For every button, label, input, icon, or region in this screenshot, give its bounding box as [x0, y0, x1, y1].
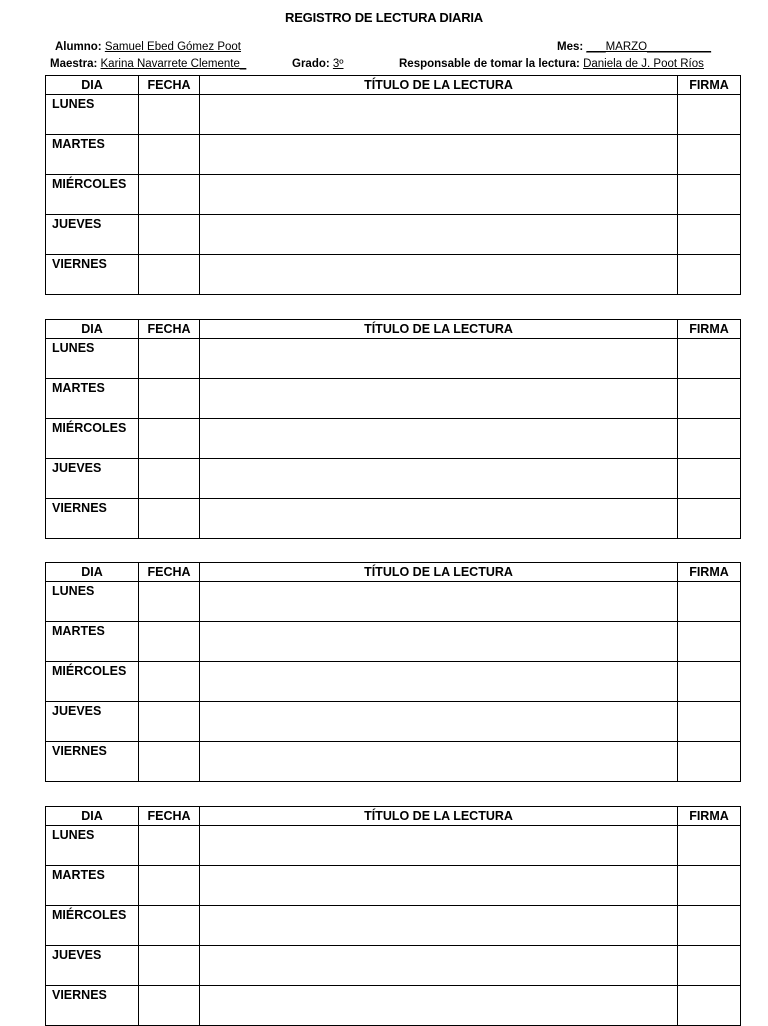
title-cell[interactable]: [200, 215, 678, 255]
title-cell[interactable]: [200, 175, 678, 215]
table-row: [46, 662, 741, 702]
reading-log-table-4: [45, 806, 741, 1026]
teacher-field: [50, 58, 246, 70]
day-cell: MARTES: [46, 135, 139, 175]
teacher-label: Maestra:: [50, 58, 98, 70]
title-cell[interactable]: [200, 826, 678, 866]
day-cell: JUEVES: [46, 459, 139, 499]
date-cell[interactable]: [139, 419, 200, 459]
reading-log-table-3: [45, 562, 741, 782]
day-cell: LUNES: [46, 339, 139, 379]
date-cell[interactable]: [139, 459, 200, 499]
day-cell: MARTES: [46, 379, 139, 419]
day-cell: MIÉRCOLES: [46, 662, 139, 702]
title-cell[interactable]: [200, 419, 678, 459]
table-row: [46, 135, 741, 175]
date-cell[interactable]: [139, 946, 200, 986]
page-title: REGISTRO DE LECTURA DIARIA: [285, 10, 483, 25]
table-header-row: [46, 807, 741, 826]
grade-value: 3º: [332, 58, 344, 70]
col-signature-header: FIRMA: [678, 563, 741, 582]
date-cell[interactable]: [139, 135, 200, 175]
student-field: [55, 41, 241, 53]
title-cell[interactable]: [200, 946, 678, 986]
day-cell: MARTES: [46, 866, 139, 906]
date-cell[interactable]: [139, 622, 200, 662]
title-cell[interactable]: [200, 379, 678, 419]
signature-cell[interactable]: [678, 742, 741, 782]
signature-cell[interactable]: [678, 946, 741, 986]
month-label: Mes:: [557, 41, 584, 53]
day-cell: MIÉRCOLES: [46, 906, 139, 946]
signature-cell[interactable]: [678, 622, 741, 662]
col-day-header: DIA: [46, 563, 139, 582]
table-header-row: [46, 320, 741, 339]
date-cell[interactable]: [139, 662, 200, 702]
table-row: [46, 906, 741, 946]
signature-cell[interactable]: [678, 459, 741, 499]
title-cell[interactable]: [200, 702, 678, 742]
day-cell: MIÉRCOLES: [46, 175, 139, 215]
reader-field: [399, 58, 704, 70]
signature-cell[interactable]: [678, 702, 741, 742]
reader-label: Responsable de tomar la lectura:: [399, 58, 580, 70]
title-cell[interactable]: [200, 459, 678, 499]
title-cell[interactable]: [200, 255, 678, 295]
table-row: [46, 742, 741, 782]
day-cell: VIERNES: [46, 499, 139, 539]
grade-label: Grado:: [292, 58, 330, 70]
month-field: [557, 41, 711, 53]
signature-cell[interactable]: [678, 255, 741, 295]
signature-cell[interactable]: [678, 866, 741, 906]
signature-cell[interactable]: [678, 906, 741, 946]
table-header-row: [46, 76, 741, 95]
title-cell[interactable]: [200, 582, 678, 622]
day-cell: VIERNES: [46, 986, 139, 1026]
col-signature-header: FIRMA: [678, 807, 741, 826]
table-row: [46, 826, 741, 866]
col-date-header: FECHA: [139, 320, 200, 339]
title-cell[interactable]: [200, 499, 678, 539]
signature-cell[interactable]: [678, 826, 741, 866]
day-cell: JUEVES: [46, 215, 139, 255]
day-cell: LUNES: [46, 582, 139, 622]
col-date-header: FECHA: [139, 76, 200, 95]
date-cell[interactable]: [139, 95, 200, 135]
table-row: [46, 986, 741, 1026]
signature-cell[interactable]: [678, 215, 741, 255]
month-value: ___MARZO__________: [586, 41, 712, 53]
signature-cell[interactable]: [678, 339, 741, 379]
title-cell[interactable]: [200, 622, 678, 662]
signature-cell[interactable]: [678, 95, 741, 135]
date-cell[interactable]: [139, 255, 200, 295]
signature-cell[interactable]: [678, 499, 741, 539]
table-row: [46, 946, 741, 986]
date-cell[interactable]: [139, 986, 200, 1026]
grade-field: [292, 58, 344, 70]
table-header-row: [46, 563, 741, 582]
col-title-header: TÍTULO DE LA LECTURA: [200, 563, 678, 582]
day-cell: VIERNES: [46, 255, 139, 295]
col-title-header: TÍTULO DE LA LECTURA: [200, 807, 678, 826]
day-cell: JUEVES: [46, 702, 139, 742]
title-cell[interactable]: [200, 906, 678, 946]
teacher-value: Karina Navarrete Clemente_: [100, 58, 247, 70]
col-day-header: DIA: [46, 320, 139, 339]
day-cell: LUNES: [46, 826, 139, 866]
table-row: [46, 866, 741, 906]
reader-value: Daniela de J. Poot Ríos: [583, 58, 704, 70]
table-row: [46, 175, 741, 215]
col-title-header: TÍTULO DE LA LECTURA: [200, 320, 678, 339]
date-cell[interactable]: [139, 499, 200, 539]
reading-log-table-1: [45, 75, 741, 295]
col-day-header: DIA: [46, 807, 139, 826]
col-date-header: FECHA: [139, 807, 200, 826]
title-cell[interactable]: [200, 742, 678, 782]
signature-cell[interactable]: [678, 175, 741, 215]
table-row: [46, 95, 741, 135]
date-cell[interactable]: [139, 906, 200, 946]
table-row: [46, 255, 741, 295]
signature-cell[interactable]: [678, 419, 741, 459]
title-cell[interactable]: [200, 986, 678, 1026]
signature-cell[interactable]: [678, 986, 741, 1026]
day-cell: MIÉRCOLES: [46, 419, 139, 459]
signature-cell[interactable]: [678, 135, 741, 175]
table-row: [46, 582, 741, 622]
date-cell[interactable]: [139, 379, 200, 419]
title-cell[interactable]: [200, 95, 678, 135]
signature-cell[interactable]: [678, 662, 741, 702]
col-date-header: FECHA: [139, 563, 200, 582]
date-cell[interactable]: [139, 702, 200, 742]
student-value: Samuel Ebed Gómez Poot: [104, 41, 242, 53]
date-cell[interactable]: [139, 215, 200, 255]
date-cell[interactable]: [139, 339, 200, 379]
table-row: [46, 459, 741, 499]
col-day-header: DIA: [46, 76, 139, 95]
col-title-header: TÍTULO DE LA LECTURA: [200, 76, 678, 95]
table-row: [46, 702, 741, 742]
table-row: [46, 419, 741, 459]
date-cell[interactable]: [139, 866, 200, 906]
col-signature-header: FIRMA: [678, 76, 741, 95]
table-row: [46, 379, 741, 419]
table-row: [46, 622, 741, 662]
date-cell[interactable]: [139, 826, 200, 866]
date-cell[interactable]: [139, 742, 200, 782]
table-row: [46, 499, 741, 539]
date-cell[interactable]: [139, 175, 200, 215]
day-cell: VIERNES: [46, 742, 139, 782]
title-cell[interactable]: [200, 135, 678, 175]
date-cell[interactable]: [139, 582, 200, 622]
day-cell: JUEVES: [46, 946, 139, 986]
table-row: [46, 339, 741, 379]
student-label: Alumno:: [55, 41, 102, 53]
title-cell[interactable]: [200, 662, 678, 702]
reading-log-table-2: [45, 319, 741, 539]
table-row: [46, 215, 741, 255]
title-cell[interactable]: [200, 339, 678, 379]
signature-cell[interactable]: [678, 582, 741, 622]
day-cell: LUNES: [46, 95, 139, 135]
day-cell: MARTES: [46, 622, 139, 662]
col-signature-header: FIRMA: [678, 320, 741, 339]
signature-cell[interactable]: [678, 379, 741, 419]
title-cell[interactable]: [200, 866, 678, 906]
